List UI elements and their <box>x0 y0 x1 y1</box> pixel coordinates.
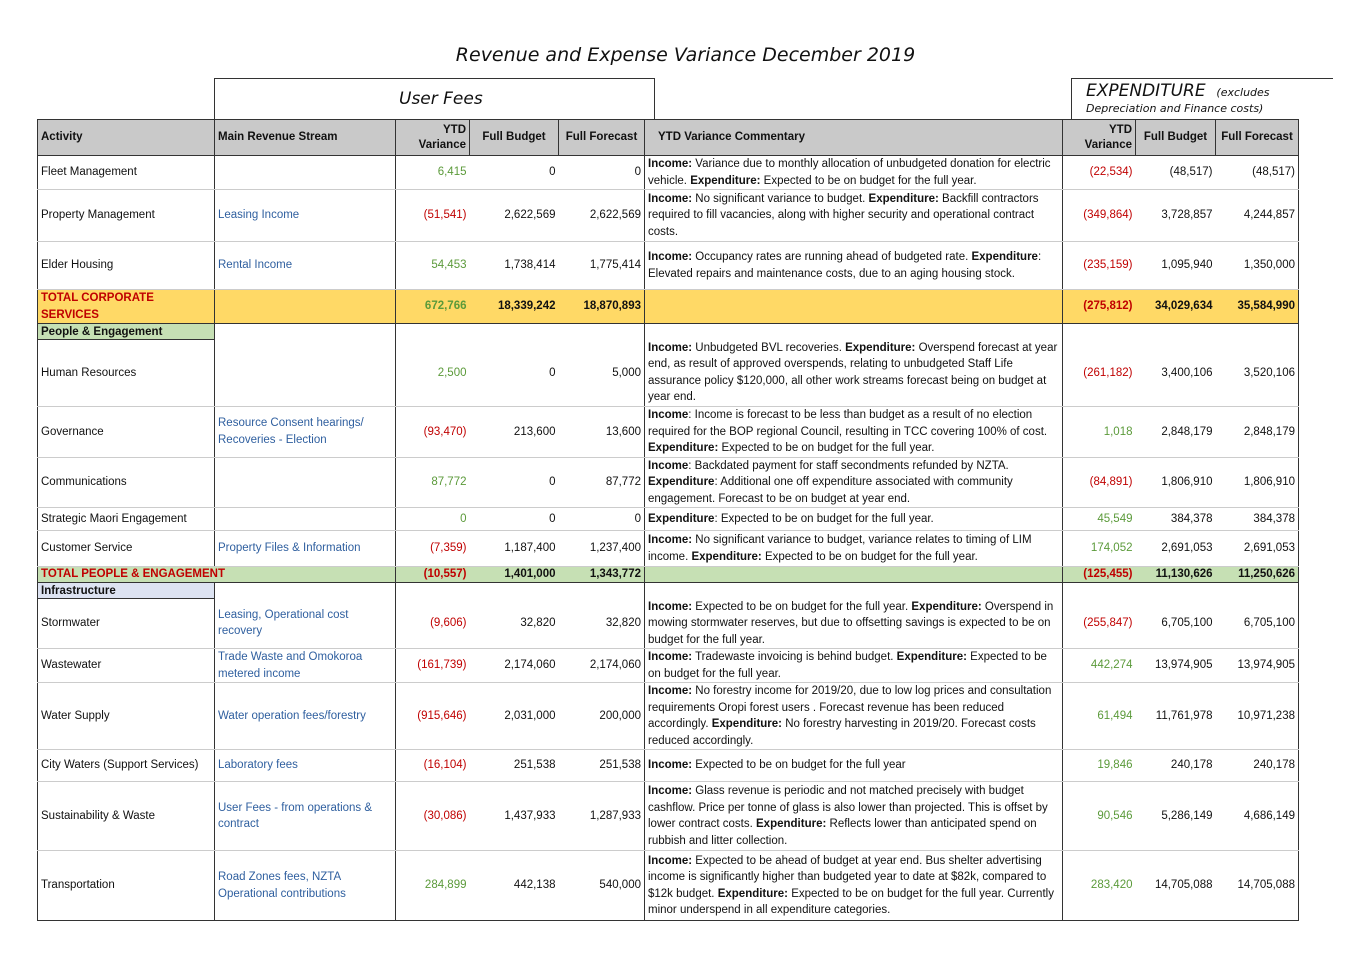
expenditure-note: (excludes <box>1216 86 1270 99</box>
table-row: Fleet Management 6,415 0 0 Income: Variance due to monthly allocation of unbudgeted donation for electric vehicle. Expenditure: Expected to be on budget for the full year. (22,534) (48,517) (48,517) <box>38 156 1299 190</box>
col-ytd: YTD Variance <box>396 120 470 156</box>
expenditure-note-2: Depreciation and Finance costs) <box>1086 102 1264 115</box>
table-row: Customer Service Property Files & Information (7,359) 1,187,400 1,237,400 Income: No significant variance to budget, variance relates to timing of LIM income. Expenditure: Expected to be on budget for the full year. 174,052 2,691,053 2,691,053 <box>38 531 1299 567</box>
col-commentary: YTD Variance Commentary <box>645 120 1063 156</box>
col-forecast: Full Forecast <box>559 120 645 156</box>
table-row: Wastewater Trade Waste and Omokoroa metered income (161,739) 2,174,060 2,174,060 Income: Tradewaste invoicing is behind budget. Expenditure: Expected to be on budget for the full year. 442,274 13,974,905 13,974,905 <box>38 649 1299 683</box>
table-row: Stormwater Leasing, Operational cost recovery (9,606) 32,820 32,820 Income: Expected to be on budget for the full year. Expenditure: Overspend in mowing stormwater reserves, but due to offsetting savings is expected to be on budget for the full year. (255,847) 6,705,100 6,705,100 <box>38 599 1299 649</box>
total-corporate-row: TOTAL CORPORATE SERVICES 672,766 18,339,242 18,870,893 (275,812) 34,029,634 35,584,990 <box>38 290 1299 324</box>
table-row: Sustainability & Waste User Fees - from operations & contract (30,086) 1,437,933 1,287,933 Income: Glass revenue is periodic and not matched precisely with budget cashflow. Price per tonne of glass is also lower than projected. This is offset by lower contract costs. Expenditure: Reflects lower than anticipated spend on rubbish and litter collection. 90,546 5,286,149 4,686,149 <box>38 782 1299 851</box>
total-people-row: TOTAL PEOPLE & ENGAGEMENT (10,557) 1,401,000 1,343,772 (125,455) 11,130,626 11,250,626 <box>38 567 1299 583</box>
col-activity: Activity <box>38 120 215 156</box>
page-title: Revenue and Expense Variance December 2019 <box>455 44 916 66</box>
table-row: Human Resources 2,500 0 5,000 Income: Unbudgeted BVL recoveries. Expenditure: Overspend forecast at year end, as result of approved overspends, relating to unbudgeted Staff Life assurance policy $120,000, all other work streams forecast being on budget at year end. (261,182) 3,400,106 3,520,106 <box>38 340 1299 407</box>
table-row: Communications 87,772 0 87,772 Income: Backdated payment for staff secondments refunded by NZTA. Expenditure: Additional one off expenditure associated with community engagement. Forecast to be on budget at year end. (84,891) 1,806,910 1,806,910 <box>38 457 1299 508</box>
user-fees-header <box>214 78 655 120</box>
table-row: City Waters (Support Services) Laboratory fees (16,104) 251,538 251,538 Income: Expected to be on budget for the full year 19,846 240,178 240,178 <box>38 750 1299 782</box>
table-row: Elder Housing Rental Income 54,453 1,738,414 1,775,414 Income: Occupancy rates are running ahead of budgeted rate. Expenditure: Elevated repairs and maintenance costs, due to an aging housing stock. (235,159) 1,095,940 1,350,000 <box>38 242 1299 290</box>
col-exp-forecast: Full Forecast <box>1216 120 1299 156</box>
table-row: Governance Resource Consent hearings/ Recoveries - Election (93,470) 213,600 13,600 Income: Income is forecast to be less than budget as a result of no election required for the BOP regional Council, resulting in TCC covering 100% of cost. Expenditure: Expected to be on budget for the full year. 1,018 2,848,179 2,848,179 <box>38 407 1299 458</box>
expenditure-header <box>1071 78 1333 120</box>
section-row-people: People & Engagement <box>38 324 1299 340</box>
section-row-infrastructure: Infrastructure <box>38 583 1299 599</box>
col-budget: Full Budget <box>470 120 559 156</box>
table-row: Water Supply Water operation fees/forestry (915,646) 2,031,000 200,000 Income: No forestry income for 2019/20, due to low log prices and consultation requirements Oropi forest users . Forecast revenue has been reduced accordingly. Expenditure: No forestry harvesting in 2019/20. Forecast costs reduced accordingly. 61,494 11,761,978 10,971,238 <box>38 683 1299 750</box>
header-row <box>38 120 1299 156</box>
col-exp-ytd: YTD Variance <box>1063 120 1136 156</box>
expenditure-label: EXPENDITURE <box>1086 81 1206 101</box>
table-row: Strategic Maori Engagement 0 0 0 Expenditure: Expected to be on budget for the full year. 45,549 384,378 384,378 <box>38 508 1299 531</box>
user-fees-label: User Fees <box>399 89 483 109</box>
col-exp-budget: Full Budget <box>1136 120 1216 156</box>
variance-table <box>37 119 1299 921</box>
table-row: Property Management Leasing Income (51,541) 2,622,569 2,622,569 Income: No significant variance to budget. Expenditure: Backfill contractors required to fill vacancies, along with higher security and operational contract costs. (349,864) 3,728,857 4,244,857 <box>38 190 1299 242</box>
table-row: Transportation Road Zones fees, NZTA Operational contributions 284,899 442,138 540,000 Income: Expected to be ahead of budget at year end. Bus shelter advertising income is significantly higher than budgeted year to date at $82k, compared to $12k budget. Expenditure: Expected to be on budget for the full year. Currently minor underspend in all expenditure categories. 283,420 14,705,088 14,705,088 <box>38 851 1299 921</box>
col-stream: Main Revenue Stream <box>215 120 396 156</box>
